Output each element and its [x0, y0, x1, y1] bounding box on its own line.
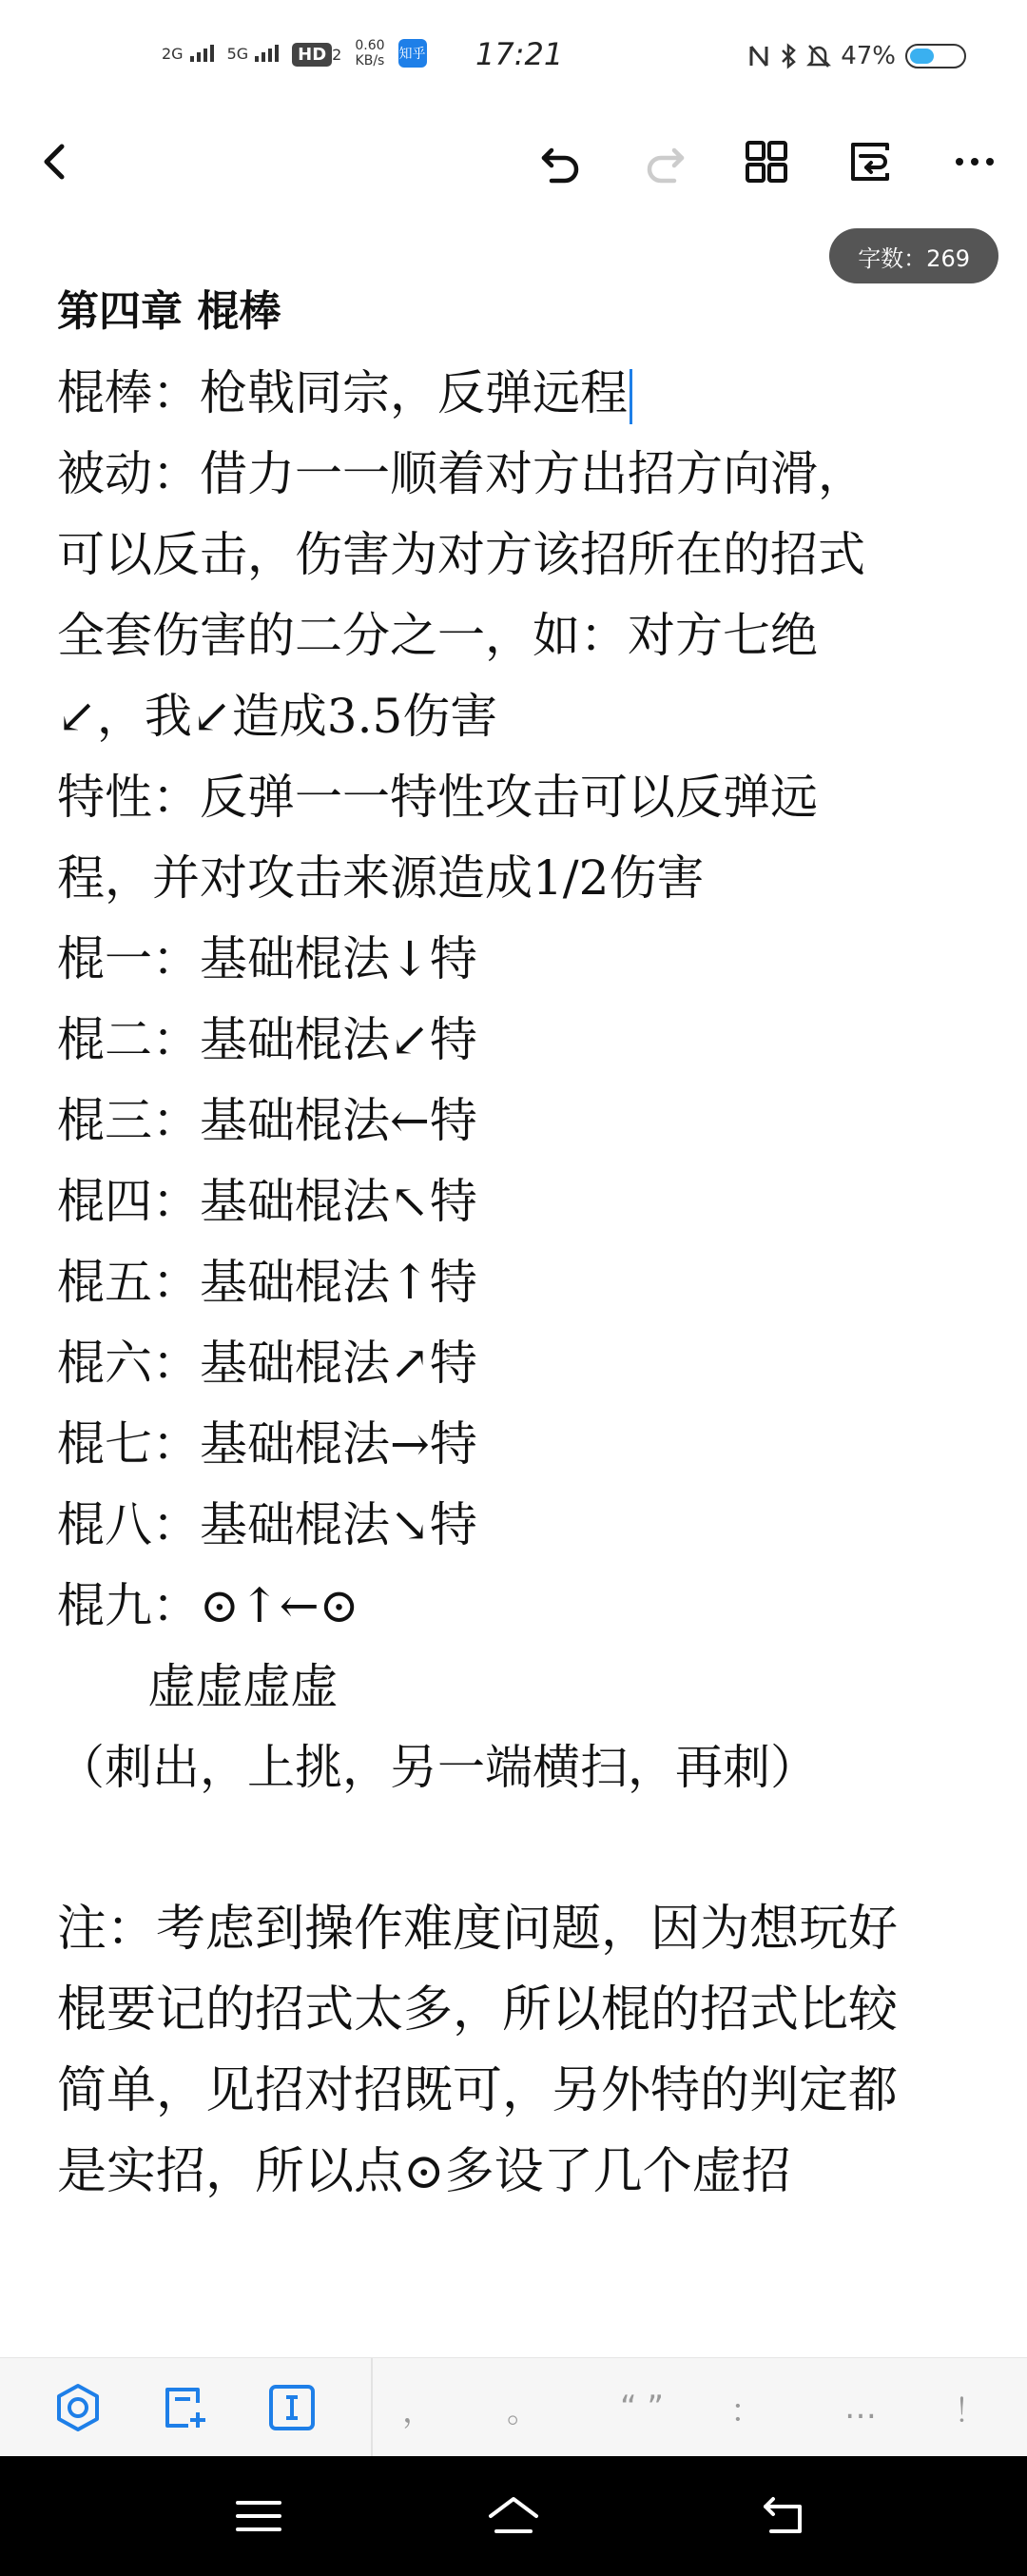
text-line[interactable]: [57, 353, 970, 434]
system-nav-bar: [0, 2456, 1027, 2576]
text-line-content: 棍棒：枪戟同宗，反弹远程: [57, 365, 628, 420]
text-line[interactable]: 棍六：基础棍法↗特: [57, 1336, 477, 1391]
text-line[interactable]: 特性：反弹一一特性攻击可以反弹远: [57, 770, 818, 825]
text-line[interactable]: （刺出，上挑，另一端横扫，再刺）: [57, 1740, 818, 1795]
battery-icon: [905, 44, 966, 68]
punct-colon-key[interactable]: ：: [730, 2391, 763, 2430]
editor-toolbar: [0, 114, 1027, 209]
text-format-icon[interactable]: [263, 2379, 320, 2436]
punct-ellipsis-key[interactable]: …: [844, 2389, 877, 2427]
home-icon[interactable]: [480, 2483, 547, 2549]
battery-percent: 47%: [841, 42, 896, 70]
document-body[interactable]: [57, 271, 970, 2213]
text-line[interactable]: 程，并对攻击来源造成1/2伤害: [57, 850, 705, 906]
mute-icon: [806, 43, 831, 69]
word-count-badge: 字数：269: [829, 228, 998, 283]
signal-5g-label: 5G: [226, 45, 249, 63]
signal-2g-label: 2G: [162, 45, 184, 63]
text-line[interactable]: 棍二：基础棍法↙特: [57, 1012, 477, 1067]
text-line[interactable]: 棍九：⊙↑←⊙: [57, 1578, 359, 1633]
signal-2g-icon: [162, 45, 214, 62]
nfc-icon: [747, 43, 770, 69]
back-icon[interactable]: [21, 128, 87, 195]
text-line[interactable]: 虚虚虚虚: [57, 1659, 339, 1714]
punct-comma-key[interactable]: ，: [402, 2391, 435, 2430]
text-line[interactable]: 棍七：基础棍法→特: [57, 1416, 477, 1472]
signal-5g-icon: [227, 45, 280, 62]
note-line[interactable]: 棍要记的招式太多，所以棍的招式比较: [57, 1981, 899, 2039]
note-line[interactable]: 注：考虑到操作难度问题，因为想玩好: [57, 1901, 899, 1958]
text-line[interactable]: 可以反击，伤害为对方该招所在的招式: [57, 527, 865, 582]
text-line[interactable]: 棍八：基础棍法↘特: [57, 1497, 477, 1552]
keyboard-accessory-bar: [0, 2357, 1027, 2457]
blank-line[interactable]: [57, 1808, 970, 1889]
ai-assist-icon[interactable]: [49, 2379, 107, 2436]
zhihu-app-icon: 知乎: [398, 39, 427, 68]
menu-icon[interactable]: [225, 2483, 292, 2549]
text-line[interactable]: 棍三：基础棍法←特: [57, 1093, 477, 1148]
status-left: [162, 38, 427, 68]
insert-note-icon[interactable]: [157, 2379, 214, 2436]
text-line[interactable]: 棍四：基础棍法↖特: [57, 1174, 477, 1229]
back-nav-icon[interactable]: [751, 2483, 818, 2549]
hd-icon: [292, 42, 341, 66]
text-line[interactable]: 被动：借力一一顺着对方出招方向滑，: [57, 446, 865, 501]
hd-sub: 2: [332, 45, 342, 64]
redo-icon[interactable]: [631, 128, 698, 195]
text-cursor: [630, 369, 632, 424]
more-icon[interactable]: [941, 128, 1008, 195]
note-line[interactable]: 简单，见招对招既可，另外特的判定都: [57, 2062, 899, 2119]
export-icon[interactable]: [837, 128, 903, 195]
accessory-divider: [371, 2358, 373, 2457]
net-speed-unit: KB/s: [355, 53, 385, 68]
net-speed: [355, 38, 384, 68]
net-speed-value: 0.60: [355, 38, 385, 53]
bluetooth-icon: [780, 43, 797, 69]
hd-badge: HD: [292, 43, 332, 67]
grid-icon[interactable]: [733, 128, 800, 195]
text-line[interactable]: ↙，我↙造成3.5伤害: [57, 689, 498, 744]
punct-period-key[interactable]: 。: [507, 2391, 539, 2430]
text-line[interactable]: 棍五：基础棍法↑特: [57, 1255, 477, 1310]
punct-exclaim-key[interactable]: ！: [954, 2391, 986, 2430]
text-line[interactable]: 棍一：基础棍法↓特: [57, 931, 477, 986]
text-line[interactable]: 全套伤害的二分之一，如：对方七绝: [57, 608, 818, 663]
status-right: [747, 42, 966, 70]
undo-icon[interactable]: [528, 128, 594, 195]
chapter-title[interactable]: 第四章 棍棒: [57, 287, 281, 336]
note-line[interactable]: 是实招，所以点⊙多设了几个虚招: [57, 2143, 791, 2200]
battery-fill: [910, 49, 934, 64]
clock: 17:21: [475, 36, 564, 72]
status-bar: [0, 0, 1027, 114]
punct-quotes-key[interactable]: “ ”: [619, 2389, 665, 2427]
